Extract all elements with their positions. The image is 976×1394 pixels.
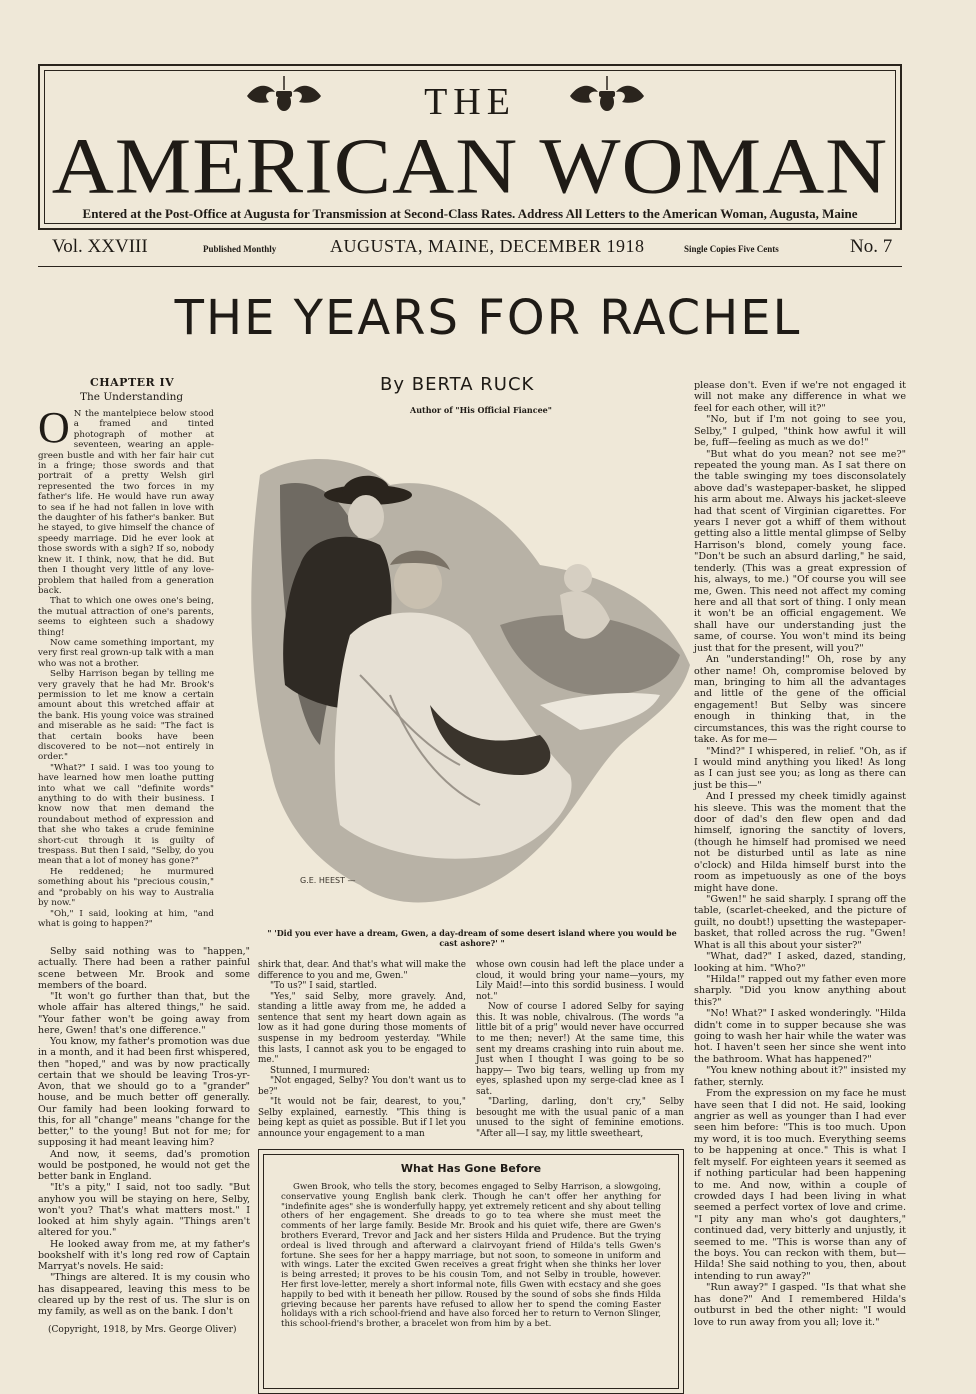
column-3 bbox=[476, 960, 684, 1140]
column-4 bbox=[694, 380, 906, 1328]
illustration-caption: " 'Did you ever have a dream, Gwen, a day-dream of some desert island where you would be cast ashore?' " bbox=[267, 928, 677, 948]
byline: By BERTA RUCK bbox=[380, 374, 535, 395]
paragraph: "Things are altered. It is my cousin who has disappeared, leaving this mess to be cleared up by the rest of us. The slur is on my family, as well as on the bank. I don't bbox=[38, 1272, 250, 1317]
issue-number: No. 7 bbox=[850, 236, 893, 257]
paragraph: "No, but if I'm not going to see you, Selby," I gulped, "think how awful it will be, fuff—feeling as much as we do!" bbox=[694, 414, 906, 449]
paragraph: "Oh," I said, looking at him, "and what is going to happen?" bbox=[38, 908, 214, 929]
paragraph: That to which one owes one's being, the mutual attraction of one's parents, seems to eighteen such a shadowy thing! bbox=[38, 596, 214, 638]
recap-text: Gwen Brook, who tells the story, becomes engaged to Selby Harrison, a slowgoing, conservative young English bank clerk. Though he can't offer her anything for "indefinite ages" she is wonderfully happy, yet extremely reticent and shy about telling others of her engagement. She dreads to go to tea where she must meet the comments of her large family. Beside Mr. Brook and his quiet wife, there are Gwen's brothers Everard, Trevor and Jack and her sisters Hilda and Prudence. But the trying ordeal is lived through and afterward a clairvoyant friend of Hilda's tells Gwen's fortune. She sees for her a happy marriage, but not soon, to someone in uniform and with wings. Later the excited Gwen receives a great fright when she thinks her lover is being arrested; it proves to be his cousin Tom, and not Selby in trouble, however. Her first love-letter, merely a short informal note, fills Gwen with ecstacy and she goes happily to bed with it beneath her pillow. Roused by the sound of sobs she finds Hilda grieving because her parents have refused to allow her to spend the coming Easter holidays with a rich school-friend and have also forced her to return to Vernon Slinger, this school-friend's brother, a bracelet won from him by a bet. bbox=[281, 1182, 661, 1330]
paragraph: "Darling, darling, don't cry," Selby besought me with the usual panic of a man unused to the sight of feminine emotions. "After all—I say, my little sweetheart, bbox=[476, 1097, 684, 1139]
paragraph: Selby said nothing was to "happen," actually. There had been a rather painful scene between Mr. Brook and some members of the board. bbox=[38, 946, 250, 991]
paragraph: shirk that, dear. And that's what will make the difference to you and me, Gwen." bbox=[258, 960, 466, 981]
paragraph: "But what do you mean? not see me?" repeated the young man. As I sat there on the table swinging my toes disconsolately above dad's wastepaper-basket, he slipped his arm about me. Always his jacket-sleeve had that scent of Virginian cigarettes. For years I never got a whiff of them without getting also a little mental glimpse of Selby Harrison's blond, comely young face. "Don't be such an absurd darling," he said, tenderly. (This was a great expression of his, always, to me.) "Of course you will see me, Gwen. This need not affect my coming here and all that sort of thing. I only mean it won't be an official engagement. We shall have our understanding just the same, of course. You won't mind its being just that for the present, will you?" bbox=[694, 448, 906, 654]
paragraph: Now came something important, my very first real grown-up talk with a man who was not a brother. bbox=[38, 637, 214, 669]
paragraph: "It won't go further than that, but the whole affair has altered things," he said. "Your father won't be going away from here, Gwen! that's one difference." bbox=[38, 991, 250, 1036]
author-credit: Author of "His Official Fiancee" bbox=[410, 405, 552, 415]
column-1 bbox=[38, 403, 214, 929]
published-monthly: Published Monthly bbox=[203, 244, 277, 254]
paragraph: "What?" I said. I was too young to have learned how men loathe putting into what we call "definite words" anything to do with their business. I know now that men demand the roundabout method of expression and that she who takes a crude feminine short-cut through it is guilty of trespass. But then I said, "Selby, do you mean that a lot of money has gone?" bbox=[38, 762, 214, 867]
paragraph: He looked away from me, at my father's bookshelf with it's long red row of Captain Marryat's novels. He said: bbox=[38, 1238, 250, 1272]
paragraph: "No! What?" I asked wonderingly. "Hilda didn't come in to supper because she was going to wash her hair while the water was hot. I haven't seen her since she went into the bathroom. What has happened?" bbox=[694, 1008, 906, 1065]
paragraph: And now, it seems, dad's promotion would be postponed, he would not get the better bank in England. bbox=[38, 1148, 250, 1182]
paragraph: "Gwen!" he said sharply. I sprang off the table, (scarlet-cheeked, and the picture of guilt, no doubt!) upsetting the wastepaper-basket, that rolled across the rug. "Gwen! What is all this about your sister?" bbox=[694, 893, 906, 951]
paragraph: "To us?" I said, startled. bbox=[270, 981, 377, 992]
paragraph: You know, my father's promotion was due in a month, and it had been first whispered, then "hoped," and was by now practically certain that we should be leaving Tros-yr-Avon, that we should go to a "grander" house, and be much better off generally. Our family had been looking forward to this, for all "change" means "change for the better," to the young! But not for me; for supposing it had meant leaving him? bbox=[38, 1036, 250, 1149]
postal-notice: Entered at the Post-Office at Augusta for Transmission at Second-Class Rates. Address All Letters to the American Woman, Augusta, Maine bbox=[82, 206, 858, 221]
paragraph: "Mind?" I whispered, in relief. "Oh, as if I would mind anything you liked! As long as I can just see you; as long as there can just be this—" bbox=[694, 745, 906, 791]
chapter-subtitle: The Understanding bbox=[80, 391, 184, 403]
paragraph: whose own cousin had left the place under a cloud, it would bring your name—yours, my Lily Maid!—into this sordid business. I would not." bbox=[476, 960, 684, 1002]
illustrator-signature: G.E. HEEST — bbox=[300, 876, 356, 885]
paragraph: "Not engaged, Selby? You don't want us to be?" bbox=[258, 1076, 466, 1097]
paragraph: "Yes," said Selby, more gravely. And, standing a little away from me, he added a sentence that sent my heart down again as low as it had gone during those moments of suspense in my bedroom yesterday. "While this lasts, I cannot ask you to be engaged to me." bbox=[258, 991, 466, 1066]
paragraph: "It's a pity," I said, not too sadly. "But anyhow you will be staying on here, Selby, won't you? That's what matters most." I looked at him shyly again. "Things aren't altered for you." bbox=[38, 1182, 250, 1239]
masthead bbox=[38, 64, 902, 230]
dateline bbox=[38, 236, 902, 267]
paragraph: Now of course I adored Selby for saying this. It was noble, chivalrous. (The words "a little bit of a prig" would never have occurred to me then; never!) At the same time, this sent my dreams crashing into ruin about me. Just when I thought I was going to be so happy— Two big tears, welling up from my eyes, splashed upon my serge-clad knee as I sat. bbox=[476, 1002, 684, 1097]
recap-title: What Has Gone Before bbox=[400, 1162, 542, 1175]
story-headline: THE YEARS FOR RACHEL bbox=[174, 290, 802, 346]
paragraph: "Hilda!" rapped out my father even more sharply. "Did you know anything about this?" bbox=[694, 973, 906, 1008]
paragraph: An "understanding!" Oh, rose by any other name! Oh, compromise beloved by man, bringing to him all the advantages and little of the gene of the official engagement! But Selby was sincere enough in thinking that, in the circumstances, this was the right course to take. As for me— bbox=[694, 654, 906, 746]
paragraph: please don't. Even if we're not engaged it will not make any difference in what we feel for each other, will it?" bbox=[694, 380, 906, 414]
masthead-title: AMERICAN WOMAN bbox=[51, 121, 889, 211]
drop-cap: O bbox=[38, 403, 70, 452]
paragraph: "What, dad?" I asked, dazed, standing, looking at him. "Who?" bbox=[694, 951, 906, 974]
copyright-notice: (Copyright, 1918, by Mrs. George Oliver) bbox=[48, 1325, 237, 1335]
paragraph: And I pressed my cheek timidly against his sleeve. This was the moment that the door of dad's den flew open and dad himself, ignoring the sanctity of lovers, (though he himself had promised we need not be disturbed until as late as nine o'clock) and Hilda himself burst into the room as impetuously as one of the boys might have done. bbox=[694, 791, 906, 894]
paragraph: Selby Harrison began by telling me very gravely that he had Mr. Brook's permission to let me know a certain amount about this wretched affair at the bank. His young voice was strained and miserable as he said: "The fact is that certain books have been discovered to be not—not entirely in order." bbox=[38, 669, 214, 763]
paragraph: O N the mantelpiece below stood a framed and tinted photograph of mother at seventeen, wearing an apple-green bustle and with her fair hair cut in a fringe; those swords and that portrait of a pretty Welsh girl represented the two forces in my father's life. He would have run away to sea if he had not fallen in love with the daughter of his father's banker. But he stayed, to give himself the chance of speedy marriage. Did he ever look at those swords with a sigh? If so, nobody knew it. I think, now, that he did. But then I thought very little of any love-problem that hailed from a generation back. bbox=[38, 403, 214, 596]
city-date: AUGUSTA, MAINE, DECEMBER 1918 bbox=[330, 236, 645, 256]
paragraph: He reddened; he murmured something about his "precious cousin," and "probably on his way to Australia by now." bbox=[38, 866, 214, 909]
masthead-the: THE bbox=[424, 81, 516, 123]
single-copy-price: Single Copies Five Cents bbox=[684, 244, 779, 254]
column-2 bbox=[258, 960, 466, 1140]
paragraph: "It would not be fair, dearest, to you," Selby explained, earnestly. "This thing is being kept as quiet as possible. But if I let you announce your engagement to a man bbox=[258, 1097, 466, 1139]
volume-number: Vol. XXVIII bbox=[52, 236, 148, 257]
paragraph: Stunned, I murmured: bbox=[270, 1065, 370, 1076]
paragraph: "Run away?" I gasped. "Is that what she has done?" And I remembered Hilda's outburst in bed the other night: "I would love to run away from you all; love it." bbox=[694, 1282, 906, 1328]
column-1-lower bbox=[38, 946, 250, 1317]
paragraph: "You knew nothing about it?" insisted my father, sternly. bbox=[694, 1065, 906, 1088]
what-has-gone-before-box bbox=[258, 1149, 684, 1394]
chapter-heading: CHAPTER IV bbox=[90, 376, 175, 389]
paragraph: From the expression on my face he must have seen that I did not. He said, looking angrier as well as younger than I had ever seen him before: "This is too much. Upon my word, it is too much. Everything seems to be happening at once." This is what I felt myself. For eighteen years it seemed as if nothing particular had been happening to me. And now, within a couple of crowded days I had been living in what seemed a perfect vortex of love and crime. "I pity any man who's got daughters," continued dad, very bitterly and unjustly, it seemed to me. "This is worse than any of the boys. You can reckon with them, but—Hilda! She said nothing to you, then, about intending to run away?" bbox=[694, 1088, 906, 1282]
story-illustration bbox=[240, 445, 700, 920]
